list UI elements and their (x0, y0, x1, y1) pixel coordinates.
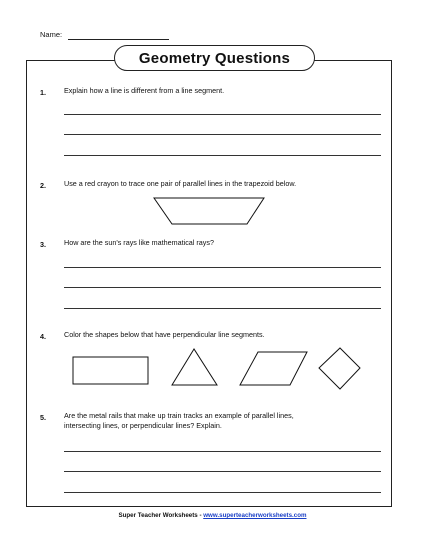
name-label: Name: (40, 30, 63, 39)
question-1-number: 1. (40, 88, 46, 97)
question-5-text-line-1: Are the metal rails that make up train tracks an example of parallel lines, (64, 411, 294, 420)
question-5-text-line-2: intersecting lines, or perpendicular lines? Explain. (64, 421, 222, 430)
answer-line[interactable] (64, 471, 381, 472)
question-5-number: 5. (40, 413, 46, 422)
question-2-text: Use a red crayon to trace one pair of parallel lines in the trapezoid below. (64, 179, 297, 188)
answer-line[interactable] (64, 451, 381, 452)
question-2-number: 2. (40, 181, 46, 190)
footer-separator: - (197, 512, 204, 519)
question-1-text: Explain how a line is different from a line segment. (64, 86, 225, 95)
question-3-number: 3. (40, 240, 46, 249)
question-3-text: How are the sun's rays like mathematical rays? (64, 238, 214, 247)
footer (0, 512, 425, 519)
footer-brand: Super Teacher Worksheets (118, 512, 198, 519)
page-title: Geometry Questions (138, 49, 291, 67)
answer-line[interactable] (64, 492, 381, 493)
question-4-text: Color the shapes below that have perpendicular line segments. (64, 330, 265, 339)
question-4-number: 4. (40, 332, 46, 341)
footer-url-link[interactable]: www.superteacherworksheets.com (203, 512, 307, 519)
